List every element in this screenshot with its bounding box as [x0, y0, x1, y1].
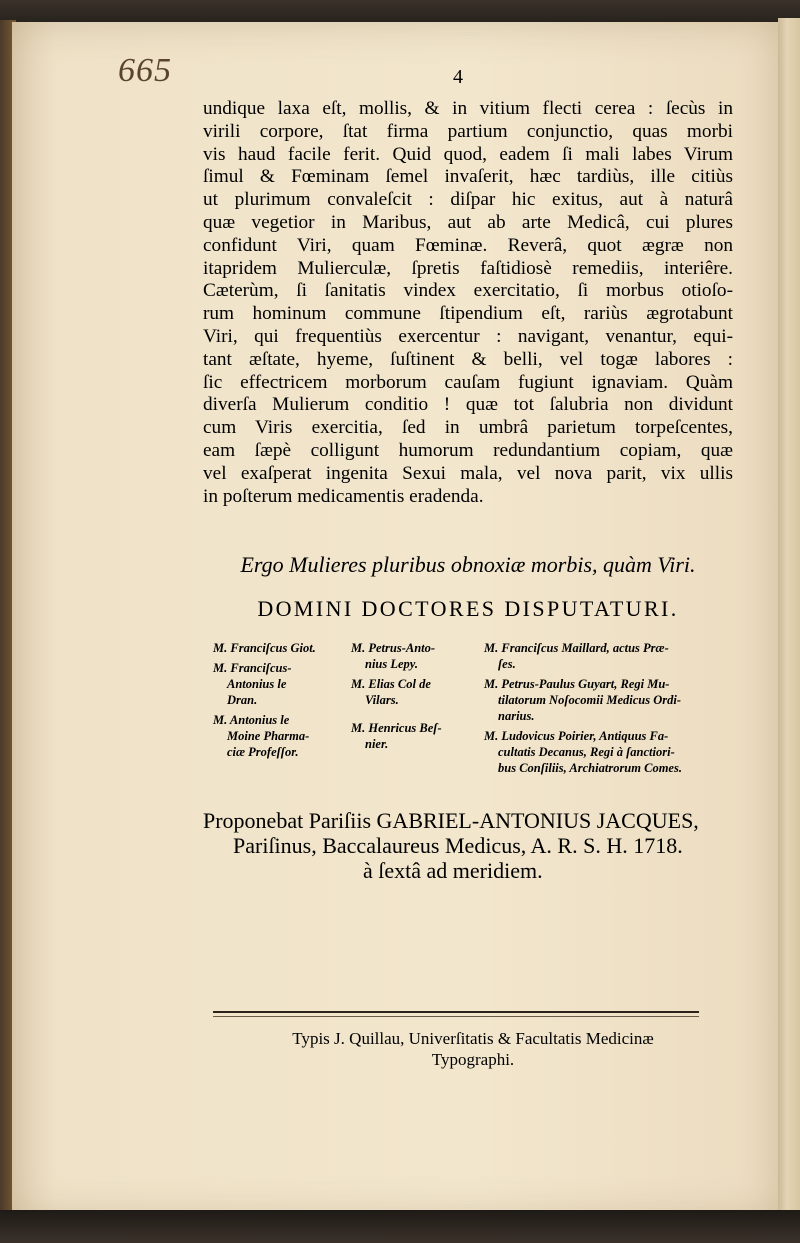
disputant-line: nius Lepy. [365, 657, 419, 671]
disputant-line: narius. [498, 709, 535, 723]
body-line: quæ vegetior in Maribus, aut ab arte Medicâ, cui plures [203, 211, 733, 233]
printer-imprint [203, 1028, 743, 1070]
body-line: ſic effectricem morborum cauſam fugiunt ignaviam. Quàm [203, 371, 733, 393]
body-line: in poſterum medicamentis eradenda. [203, 485, 484, 507]
body-text [203, 98, 733, 508]
disputant-entry [351, 676, 481, 708]
disputants-column-1 [213, 640, 343, 764]
imprint-line: Typographi. [431, 1050, 515, 1069]
disputant-entry [484, 640, 744, 672]
disputant-line: M. Elias Col de [351, 677, 431, 691]
body-line: rum hominum commune ſtipendium eſt, rariùs ægrotabunt [203, 303, 733, 325]
body-line: ſimul & Fœminam ſemel invaſerit, hæc tardiùs, ille citiùs [203, 166, 733, 188]
body-line: virili corpore, ſtat firma partium conjunctio, quas morbi [203, 120, 733, 142]
disputant-line: M. Franciſcus- [213, 661, 292, 675]
body-line: Viri, qui frequentiùs exercentur : navigant, venantur, equi- [203, 325, 733, 347]
imprint-line: Typis J. Quillau, Univerſitatis & Facultatis Medicinæ [292, 1029, 654, 1048]
body-line: diverſa Mulierum conditio ! quæ tot ſalubria non dividunt [203, 394, 733, 416]
body-line: tant æſtate, hyeme, ſuſtinent & belli, vel togæ labores : [203, 348, 733, 370]
body-line: itapridem Mulierculæ, ſpretis faſtidiosè remediis, interiêre. [203, 257, 733, 279]
body-line: vel exaſperat ingenita Sexui mala, vel nova parit, vix ullis [203, 462, 733, 484]
disputant-line: M. Petrus-Anto- [351, 641, 436, 655]
body-line: cum Viris exercitia, ſed in umbrâ parietum torpeſcentes, [203, 417, 733, 439]
disputant-entry [213, 660, 343, 708]
disputant-entry [213, 640, 343, 656]
disputant-line: ciæ Profeſſor. [227, 745, 299, 759]
disputants-column-3 [484, 640, 744, 780]
disputant-entry [351, 640, 481, 672]
disputants-heading: DOMINI DOCTORES DISPUTATURI. [257, 596, 679, 621]
divider-rule-thin [213, 1016, 699, 1017]
disputant-entry [213, 712, 343, 760]
disputant-line: Moine Pharma- [227, 729, 310, 743]
proponent-line: à ſextâ ad meridiem. [363, 858, 543, 883]
body-line: ut plurimum convaleſcit : diſpar hic exitus, aut à naturâ [203, 189, 733, 211]
disputant-entry [484, 676, 744, 724]
body-line: confidunt Viri, quam Fœminæ. Reverâ, quot ægræ non [203, 234, 733, 256]
disputant-entry [351, 720, 481, 752]
disputant-line: M. Franciſcus Giot. [213, 641, 316, 655]
disputant-line: bus Conſiliis, Archiatrorum Comes. [498, 761, 682, 775]
proponent-line: Pariſinus, Baccalaureus Medicus, A. R. S. H. 1718. [233, 833, 683, 858]
disputant-line: cultatis Decanus, Regi à ſanctiori- [498, 745, 675, 759]
body-line: Cæterùm, ſi ſanitatis vindex exercitatio, ſi morbus otioſo- [203, 280, 733, 302]
proponent-line: Proponebat Pariſiis GABRIEL-ANTONIUS JACQUES, [203, 808, 699, 833]
disputant-line: Antonius le [227, 677, 287, 691]
disputant-line: M. Petrus-Paulus Guyart, Regi Mu- [484, 677, 670, 691]
body-line: vis haud facile ferit. Quid quod, eadem ſi mali labes Virum [203, 143, 733, 165]
disputant-line: ſes. [498, 657, 516, 671]
disputant-line: Vilars. [365, 693, 399, 707]
disputant-line: nier. [365, 737, 389, 751]
thesis-conclusion: Ergo Mulieres pluribus obnoxiæ morbis, quàm Viri. [240, 552, 696, 577]
disputant-line: M. Henricus Beſ- [351, 721, 442, 735]
disputant-entry [484, 728, 744, 776]
disputant-line: Dran. [227, 693, 258, 707]
disputants-column-2 [351, 640, 481, 756]
disputant-line: M. Antonius le [213, 713, 290, 727]
page-number: 4 [453, 66, 463, 88]
disputant-line: M. Franciſcus Maillard, actus Præ- [484, 641, 669, 655]
proponent-block [203, 808, 743, 883]
book-bottom-edge [0, 1210, 800, 1243]
adjacent-page-edge [778, 18, 800, 1218]
handwritten-shelfmark: 665 [118, 52, 172, 89]
body-line: eam ſæpè colligunt humorum redundantium copiam, quæ [203, 439, 733, 461]
divider-rule [213, 1011, 699, 1013]
disputant-line: tilatorum Noſocomii Medicus Ordi- [498, 693, 681, 707]
body-line: undique laxa eſt, mollis, & in vitium flecti cerea : ſecùs in [203, 98, 733, 119]
disputant-line: M. Ludovicus Poirier, Antiquus Fa- [484, 729, 669, 743]
